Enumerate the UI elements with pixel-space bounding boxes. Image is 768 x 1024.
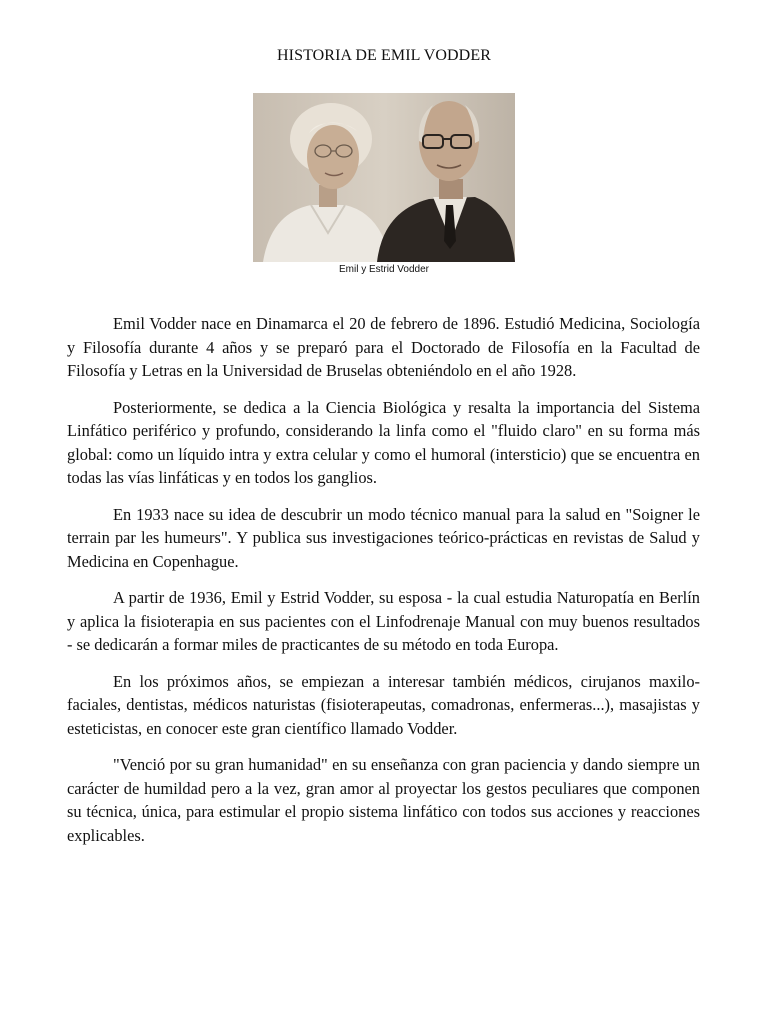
photo-caption: Emil y Estrid Vodder	[338, 264, 430, 275]
portrait-photo	[253, 93, 515, 262]
paragraph-birth-education: Emil Vodder nace en Dinamarca el 20 de febrero de 1896. Estudió Medicina, Sociología y Filosofía durante 4 años y se preparó para el Doctorado de Filosofía en la Facultad de Filosofía y Letras en la Universidad de Bruselas obteniéndolo en el año 1928.	[67, 314, 700, 380]
paragraph-1936-training: A partir de 1936, Emil y Estrid Vodder, su esposa - la cual estudia Naturopatía en Berlín y aplica la fisioterapia en sus pacientes con el Linfodrenaje Manual con muy buenos resultados - se dedicarán a formar miles de practicantes de su método en toda Europa.	[67, 588, 700, 654]
portrait-illustration	[253, 93, 515, 262]
paragraph-lymphatic-system: Posteriormente, se dedica a la Ciencia Biológica y resalta la importancia del Sistema Linfático periférico y profundo, considerando la linfa como el "fluido claro" en su forma más global: como un líquido intra y extra celular y como el humoral (intersticio) que se encuentra en todas las vías linfáticas y en todos los ganglios.	[67, 397, 700, 487]
document-title: HISTORIA DE EMIL VODDER	[276, 47, 491, 64]
paragraph-1933-method: En 1933 nace su idea de descubrir un modo técnico manual para la salud en "Soigner le terrain par les humeurs". Y publica sus investigaciones teórico-prácticas en revistas de Salud y Medicina en Copenhague.	[67, 504, 700, 571]
paragraph-humanity: "Venció por su gran humanidad" en su enseñanza con gran paciencia y dando siempre un carácter de humildad pero a la vez, gran amor al proyectar los gestos peculiares que componen su técnica, única, para estimular el propio sistema linfático con todos sus acciones y reacciones explicables.	[67, 755, 700, 845]
paragraph-professionals: En los próximos años, se empiezan a interesar también médicos, cirujanos maxilo-faciales, dentistas, médicos naturistas (fisioterapeutas, comadronas, enfermeras...), masajistas y esteticistas, en conocer este gran científico llamado Vodder.	[67, 671, 700, 738]
document-body	[67, 312, 700, 860]
